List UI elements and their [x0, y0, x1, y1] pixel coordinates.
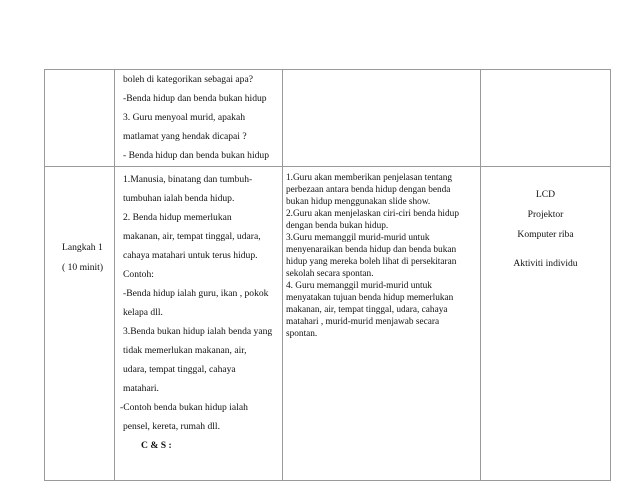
- text-line: Contoh:: [123, 269, 154, 280]
- text-line: tumbuhan ialah benda hidup.: [123, 193, 235, 204]
- text-line: sekolah secara spontan.: [286, 269, 374, 279]
- resource-item: Komputer riba: [517, 229, 574, 240]
- step-label: Langkah 1: [62, 242, 103, 253]
- column-divider-1: [114, 69, 115, 481]
- text-line: -Benda hidup ialah guru, ikan , pokok: [123, 288, 269, 299]
- column-divider-2: [282, 69, 283, 481]
- text-line: 3.Guru memanggil murid-murid untuk: [286, 233, 430, 243]
- text-line: pensel, kereta, rumah dll.: [123, 421, 220, 432]
- text-line: hidup yang mereka boleh lihat di persekitaran: [286, 257, 457, 267]
- text-line: menyatakan tujuan benda hidup memerlukan: [286, 293, 454, 303]
- text-line: perbezaan antara benda hidup dengan benda: [286, 185, 451, 195]
- text-line: makanan, air, tempat tinggal, udara, cahaya: [286, 305, 448, 315]
- text-line: 3.Benda bukan hidup ialah benda yang: [123, 326, 273, 337]
- text-line: matlamat yang hendak dicapai ?: [123, 131, 247, 142]
- text-line: 2.Guru akan menjelaskan ciri-ciri benda hidup: [286, 209, 459, 219]
- section-heading: C & S :: [141, 440, 172, 451]
- table-left-border: [44, 69, 45, 481]
- resource-item: LCD: [535, 189, 556, 200]
- text-line: tidak memerlukan makanan, air,: [123, 345, 247, 356]
- text-line: bukan hidup menggunakan slide show.: [286, 197, 431, 207]
- table-top-border: [44, 69, 611, 70]
- resource-item: Projektor: [527, 209, 564, 220]
- text-line: 2. Benda hidup memerlukan: [123, 212, 232, 223]
- text-line: menyenaraikan benda hidup dan benda bukan: [286, 245, 457, 255]
- text-line: boleh di kategorikan sebagai apa?: [123, 74, 253, 85]
- text-line: makanan, air, tempat tinggal, udara,: [123, 231, 261, 242]
- text-line: 1.Guru akan memberikan penjelasan tentang: [286, 173, 452, 183]
- text-line: -Benda hidup dan benda bukan hidup: [123, 93, 267, 104]
- text-line: matahari , murid-murid menjawab secara: [286, 317, 440, 327]
- text-line: 3. Guru menyoal murid, apakah: [123, 112, 246, 123]
- text-line: spontan.: [286, 329, 318, 339]
- text-line: kelapa dll.: [123, 307, 163, 318]
- table-bottom-border: [44, 480, 611, 481]
- text-line: - Benda hidup dan benda bukan hidup: [123, 150, 270, 161]
- text-line: 4. Guru memanggil murid-murid untuk: [286, 281, 432, 291]
- text-line: 1.Manusia, binatang dan tumbuh-: [123, 174, 253, 185]
- text-line: dengan benda bukan hidup.: [286, 221, 389, 231]
- row-divider: [44, 166, 611, 167]
- step-duration: ( 10 minit): [62, 262, 104, 273]
- text-line: matahari.: [123, 383, 159, 394]
- text-line: -Contoh benda bukan hidup ialah: [120, 402, 248, 413]
- text-line: udara, tempat tinggal, cahaya: [123, 364, 236, 375]
- resource-item: Aktiviti individu: [513, 258, 578, 269]
- text-line: cahaya matahari untuk terus hidup.: [123, 250, 258, 261]
- table-right-border: [610, 69, 611, 481]
- column-divider-3: [480, 69, 481, 481]
